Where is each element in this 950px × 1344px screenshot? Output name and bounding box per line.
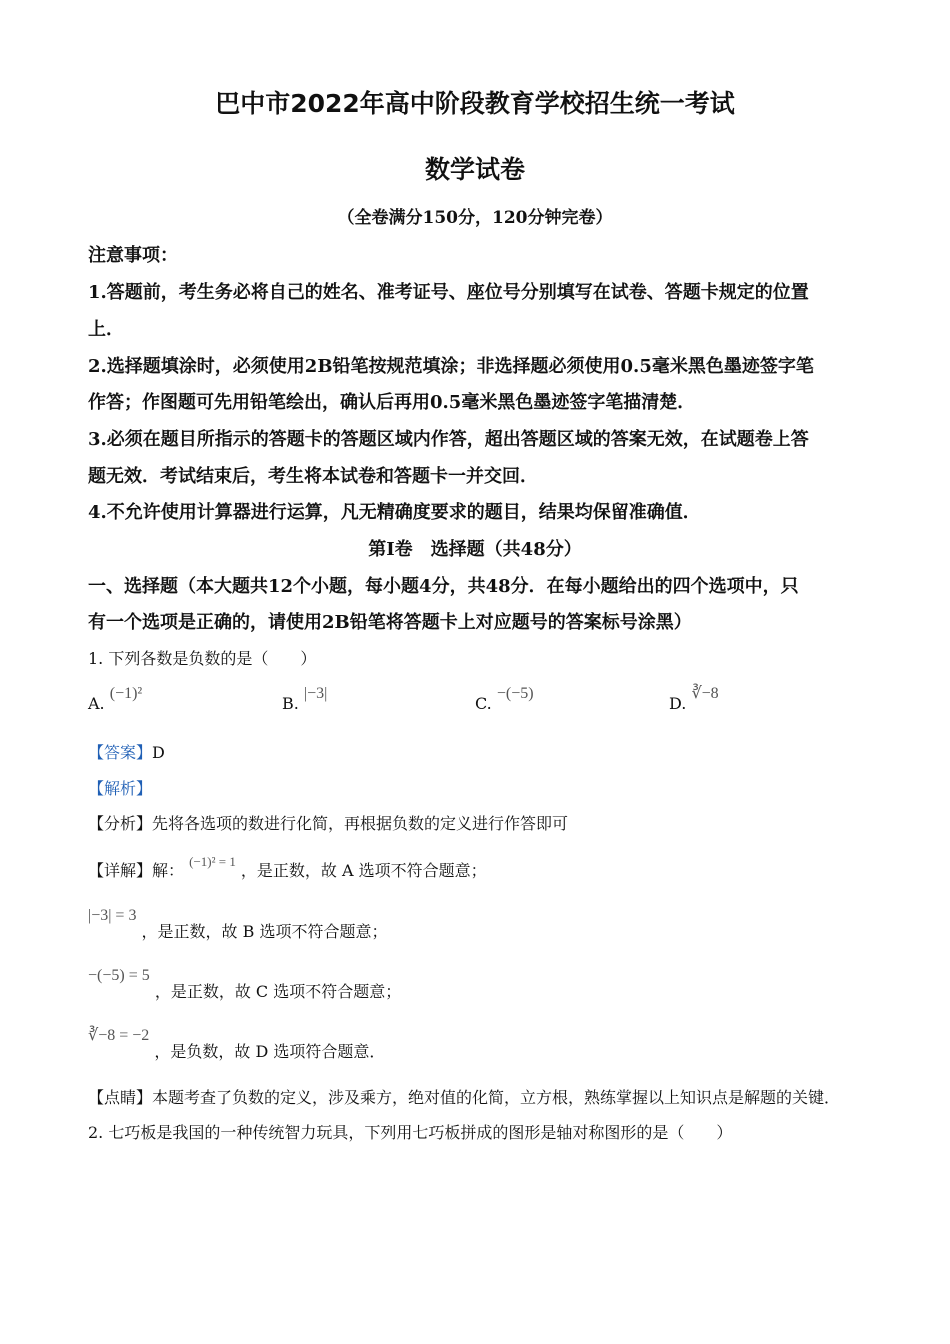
q1-analysis-tag: 【解析】 <box>88 779 153 798</box>
section-heading: 第Ⅰ卷 选择题（共48分） <box>368 539 582 560</box>
detail-expr-d: ∛−8 = −2 <box>88 1027 150 1044</box>
section-instructions: 一、选择题（本大题共12个小题，每小题4分，共48分．在每小题给出的四个选项中，只 <box>88 576 799 597</box>
q1-option-a: A. (−1)² <box>88 685 143 713</box>
detail-expr-b: |−3| = 3 <box>88 907 137 924</box>
notice-item-1-cont: 上． <box>88 319 124 340</box>
exam-note: （全卷满分150分，120分钟完卷） <box>337 208 613 228</box>
q1-comment: 【点睛】本题考查了负数的定义，涉及乘方，绝对值的化简，立方根，熟练掌握以上知识点是解题的关键． <box>88 1088 841 1107</box>
q1-answer <box>88 740 165 763</box>
notice-item-2-cont: 作答；作图题可先用铅笔绘出，确认后再用0.5毫米黑色墨迹签字笔描清楚． <box>88 392 696 413</box>
section-instructions-cont: 有一个选项是正确的，请使用2B铅笔将答题卡上对应题号的答案标号涂黑） <box>88 612 692 633</box>
answer-tag: 【答案】 <box>88 743 153 762</box>
q2-stem: 2. 七巧板是我国的一种传统智力玩具，下列用七巧板拼成的图形是轴对称图形的是（ ） <box>88 1123 733 1142</box>
notice-heading: 注意事项： <box>88 245 178 266</box>
answer-value: D <box>152 743 165 762</box>
q1-detail-b: |−3| = 3 ，是正数，故 B 选项不符合题意； <box>88 907 388 941</box>
q1-option-d: D. ∛−8 <box>669 685 719 713</box>
notice-item-2: 2.选择题填涂时，必须使用2B铅笔按规范填涂；非选择题必须使用0.5毫米黑色墨迹签字笔 <box>88 356 814 377</box>
q1-stem: 1. 下列各数是负数的是（ ） <box>88 649 317 668</box>
q1-detail-d: ∛−8 = −2 ，是负数，故 D 选项符合题意． <box>88 1027 386 1061</box>
notice-item-3-cont: 题无效．考试结束后，考生将本试卷和答题卡一并交回． <box>88 466 538 487</box>
detail-expr-a: (−1)² = 1 <box>189 854 236 869</box>
q1-detail-a: 【详解】解： (−1)² = 1 ，是正数，故 A 选项不符合题意； <box>88 854 487 880</box>
exam-subtitle: 数学试卷 <box>424 155 525 184</box>
notice-item-3: 3.必须在题目所指示的答题卡的答题区域内作答，超出答题区域的答案无效，在试题卷上答 <box>88 429 809 450</box>
q1-fenxi: 【分析】先将各选项的数进行化简，再根据负数的定义进行作答即可 <box>88 814 569 833</box>
q1-detail-c: −(−5) = 5 ，是正数，故 C 选项不符合题意； <box>88 967 402 1001</box>
detail-expr-c: −(−5) = 5 <box>88 967 150 984</box>
q1-option-c: C. −(−5) <box>475 685 534 713</box>
notice-item-1: 1.答题前，考生务必将自己的姓名、准考证号、座位号分别填写在试卷、答题卡规定的位置 <box>88 282 809 303</box>
q1-option-b: B. |−3| <box>282 685 328 713</box>
notice-item-4: 4.不允许使用计算器进行运算，凡无精确度要求的题目，结果均保留准确值． <box>88 502 701 523</box>
exam-title: 巴中市2022年高中阶段教育学校招生统一考试 <box>215 89 735 118</box>
